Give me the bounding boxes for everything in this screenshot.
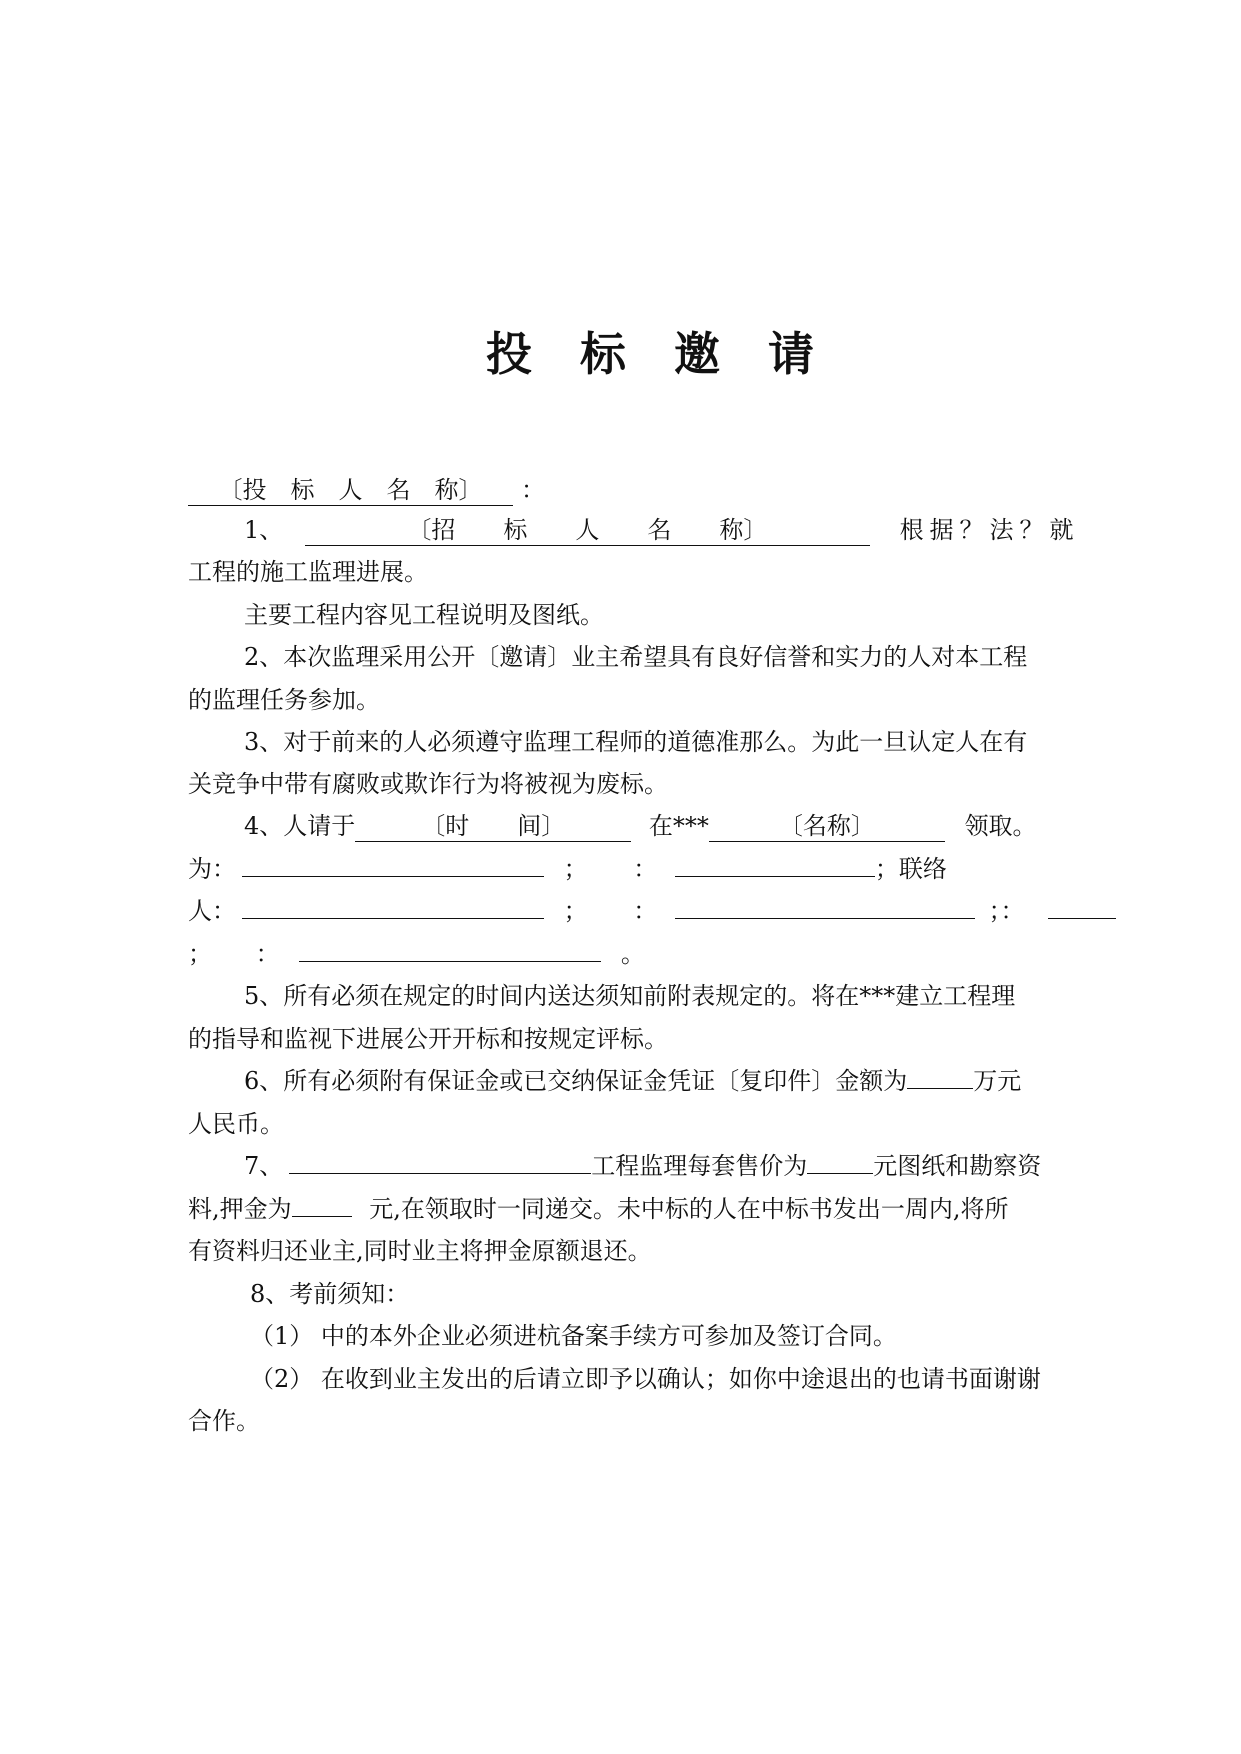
p3-line2: 关竞争中带有腐败或欺诈行为将被视为废标。 xyxy=(188,770,668,798)
title-char: 请 xyxy=(768,327,814,381)
p6-line1 xyxy=(244,1061,1021,1096)
blank-field xyxy=(675,850,875,877)
p8-item2: （2） 在收到业主发出的后请立即予以确认；如你中途退出的也请书面谢谢 xyxy=(250,1365,1041,1393)
deposit-amount-blank xyxy=(907,1062,973,1089)
blank-field xyxy=(299,935,601,962)
separator: ： xyxy=(633,855,658,883)
separator: ； xyxy=(563,897,588,925)
price-blank xyxy=(807,1147,873,1174)
separator: ； xyxy=(188,940,212,968)
p7-number: 7、 xyxy=(244,1152,284,1180)
blank-field xyxy=(675,892,975,919)
p4-contact: ；联络 xyxy=(874,855,947,883)
p7-price-text: 工程监理每套售价为 xyxy=(591,1152,808,1180)
p6-unit: 万元 xyxy=(973,1067,1022,1095)
p7-line1 xyxy=(244,1146,1041,1181)
separator: ； xyxy=(563,855,588,883)
time-blank: 〔时 间〕 xyxy=(355,811,631,842)
p3-line1: 3、对于前来的人必须遵守监理工程师的道德准那么。为此一旦认定人在有 xyxy=(244,728,1028,756)
bidder-name-blank: 〔投 标 人 名 称〕 xyxy=(188,475,513,506)
p4-label-ren: 人： xyxy=(188,897,236,925)
p1-rest: 根据？法？就 xyxy=(899,516,1080,544)
place-blank: 〔名称〕 xyxy=(709,811,945,842)
period: 。 xyxy=(620,940,645,968)
blank-field xyxy=(1048,892,1116,919)
p8-item1: （1） 中的本外企业必须进杭备案手续方可参加及签订合同。 xyxy=(250,1322,897,1350)
p7-rest: 元,在领取时一同递交。未中标的人在中标书发出一周内,将所 xyxy=(369,1195,1009,1223)
salutation xyxy=(188,470,545,506)
p1-continuation: 工程的施工监理进展。 xyxy=(188,558,428,586)
p4-line4 xyxy=(188,934,645,969)
p4-line1 xyxy=(244,806,1037,842)
tenderer-name-blank: 〔招 标 人 名 称〕 xyxy=(305,515,870,546)
separator: ： xyxy=(633,897,658,925)
p4-label-wei: 为： xyxy=(188,855,236,883)
paragraph-1 xyxy=(244,510,1080,546)
p8-heading: 8、考前须知： xyxy=(250,1280,410,1308)
p5-line2: 的指导和监视下进展公开开标和按规定评标。 xyxy=(188,1025,668,1053)
deposit-blank xyxy=(292,1190,352,1217)
salutation-colon: ： xyxy=(521,476,545,504)
p7-line3: 有资料归还业主,同时业主将押金原额退还。 xyxy=(188,1237,652,1265)
p2-line1: 2、本次监理采用公开〔邀请〕业主希望具有良好信誉和实力的人对本工程 xyxy=(244,643,1028,671)
p4-collect: 领取。 xyxy=(964,812,1037,840)
title-char: 投 xyxy=(486,327,532,381)
blank-field xyxy=(242,850,544,877)
p1-note: 主要工程内容见工程说明及图纸。 xyxy=(244,601,604,629)
p1-number: 1、 xyxy=(244,516,284,544)
p7-line2 xyxy=(188,1189,1009,1224)
p4-line3 xyxy=(188,891,1116,926)
p8-item2-cont: 合作。 xyxy=(188,1407,260,1435)
project-name-blank xyxy=(289,1147,591,1174)
document-title xyxy=(0,318,1241,384)
p5-line1: 5、所有必须在规定的时间内送达须知前附表规定的。将在***建立工程理 xyxy=(244,982,1016,1010)
p2-line2: 的监理任务参加。 xyxy=(188,686,380,714)
p6-text: 6、所有必须附有保证金或已交纳保证金凭证〔复印件〕金额为 xyxy=(244,1067,908,1095)
p7-deposit-text: 料,押金为 xyxy=(188,1195,292,1223)
separator: ： xyxy=(255,940,280,968)
title-char: 标 xyxy=(580,327,626,381)
separator: ；： xyxy=(988,897,1025,925)
title-char: 邀 xyxy=(674,327,720,381)
p6-line2: 人民币。 xyxy=(188,1110,284,1138)
p4-line2 xyxy=(188,849,947,884)
blank-field xyxy=(242,892,544,919)
p7-drawings-text: 元图纸和勘察资 xyxy=(873,1152,1042,1180)
p4-at: 在*** xyxy=(648,812,709,840)
p4-lead: 4、人请于 xyxy=(244,812,356,840)
